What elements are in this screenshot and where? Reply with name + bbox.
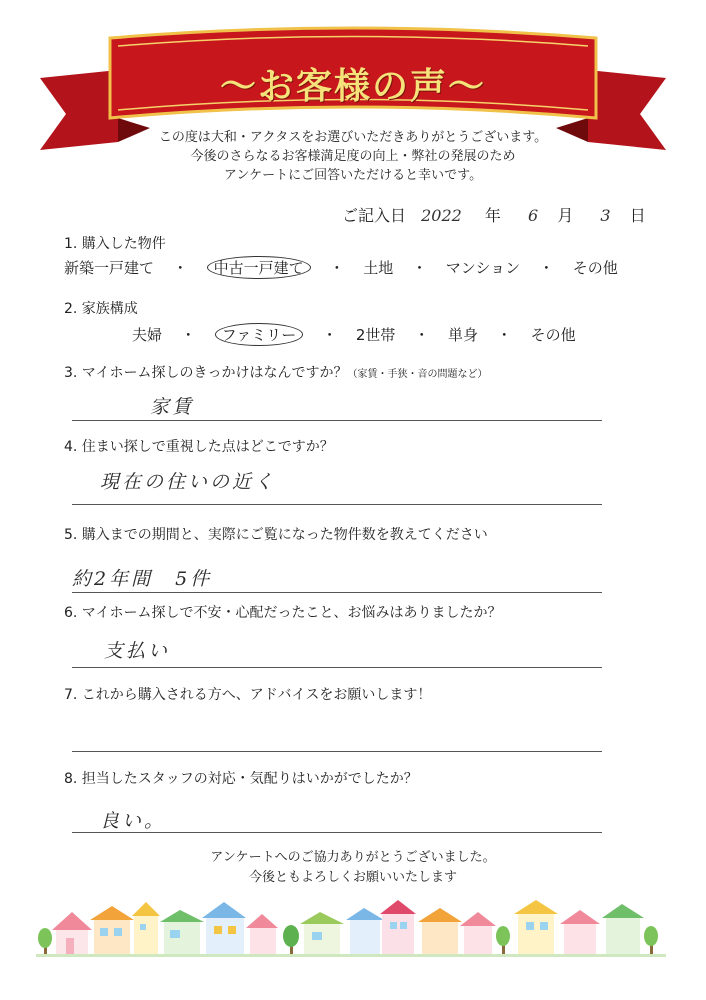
q2-option: 夫婦 [132, 326, 163, 344]
q1-option: 土地 [363, 259, 394, 277]
q1-option: マンション [445, 259, 521, 277]
intro-line: この度は大和・アクタスをお選びいただきありがとうございます。 [158, 130, 548, 145]
house-icon [346, 908, 384, 954]
date-month: 6 [528, 206, 539, 225]
closing-line: 今後ともよろしくお願いいたします [248, 870, 457, 885]
q2-label: 2. 家族構成 [64, 301, 138, 317]
date-day-unit: 日 [629, 206, 646, 225]
answer-line [72, 832, 602, 833]
ground-line [36, 954, 666, 957]
q3-question [64, 362, 488, 382]
q5-label: 5. 購入までの期間と、実際にご覧になった物件数を教えてください [64, 527, 488, 543]
entry-date [342, 203, 682, 226]
closing-line: アンケートへのご協力ありがとうございました。 [210, 850, 496, 865]
q1-label: 1. 購入した物件 [64, 236, 166, 252]
house-icon [300, 912, 344, 954]
date-year-unit: 年 [484, 206, 501, 225]
house-icon [380, 900, 416, 954]
date-month-unit: 月 [557, 206, 574, 225]
intro-text [0, 128, 706, 185]
house-icon [90, 906, 134, 954]
house-icon [132, 902, 160, 954]
q1-options [64, 256, 618, 279]
q4-answer: 現在の住いの近く [100, 471, 277, 493]
answer-line [72, 751, 602, 752]
q2-option: 単身 [448, 326, 479, 344]
q6-answer: 支払い [104, 640, 171, 662]
q1-separator: ・ [329, 259, 345, 277]
house-icon [460, 912, 496, 954]
houses-illustration [0, 890, 706, 970]
tree-icon [644, 926, 658, 954]
page-title: ～お客様の声～ [219, 66, 486, 107]
q1-option-selected: 中古一戸建て [207, 256, 311, 279]
q2-separator: ・ [180, 326, 196, 344]
intro-line: 今後のさらなるお客様満足度の向上・弊社の発展のため [190, 149, 516, 164]
date-label: ご記入日 [342, 206, 407, 225]
house-icon [560, 910, 600, 954]
date-day: 3 [600, 206, 611, 225]
house-icon [418, 908, 462, 954]
answer-line [72, 504, 602, 505]
q2-option: 2世帯 [355, 326, 396, 344]
house-icon [160, 910, 204, 954]
q6-label: 6. マイホーム探しで不安・心配だったこと、お悩みはありましたか？ [64, 605, 502, 621]
q3-label: 3. マイホーム探しのきっかけはなんですか？ [64, 365, 348, 381]
answer-line [72, 592, 602, 593]
intro-line: アンケートにご回答いただけると幸いです。 [223, 168, 483, 183]
q1-option: 新築一戸建て [64, 259, 155, 277]
q2-option-selected: ファミリー [215, 323, 304, 346]
answer-line [72, 667, 602, 668]
q2-separator: ・ [496, 326, 512, 344]
q2-separator: ・ [322, 326, 338, 344]
tree-icon [496, 926, 510, 954]
q7-label: 7. これから購入される方へ、アドバイスをお願いします！ [64, 687, 432, 703]
closing-message [0, 848, 706, 888]
q1-option: その他 [572, 259, 618, 277]
q8-label: 8. 担当したスタッフの対応・気配りはいかがでしたか？ [64, 771, 418, 787]
house-icon [202, 902, 246, 954]
q4-label: 4. 住まい探しで重視した点はどこですか？ [64, 439, 334, 455]
date-year: 2022 [421, 206, 462, 225]
q2-separator: ・ [414, 326, 430, 344]
q2-options [132, 323, 576, 346]
q5-answer: 約2年間 5件 [72, 568, 213, 590]
house-icon [52, 912, 92, 954]
q1-separator: ・ [538, 259, 554, 277]
house-icon [514, 900, 558, 954]
tree-icon [283, 925, 299, 954]
q8-answer: 良い。 [100, 810, 167, 832]
q3-note: （家賃・手狭・音の問題など） [347, 369, 488, 380]
answer-line [72, 420, 602, 421]
q1-separator: ・ [172, 259, 188, 277]
tree-icon [38, 928, 52, 954]
house-icon [602, 904, 644, 954]
q1-separator: ・ [411, 259, 427, 277]
q2-option: その他 [530, 326, 576, 344]
house-icon [246, 914, 278, 954]
q3-answer: 家賃 [150, 396, 195, 418]
